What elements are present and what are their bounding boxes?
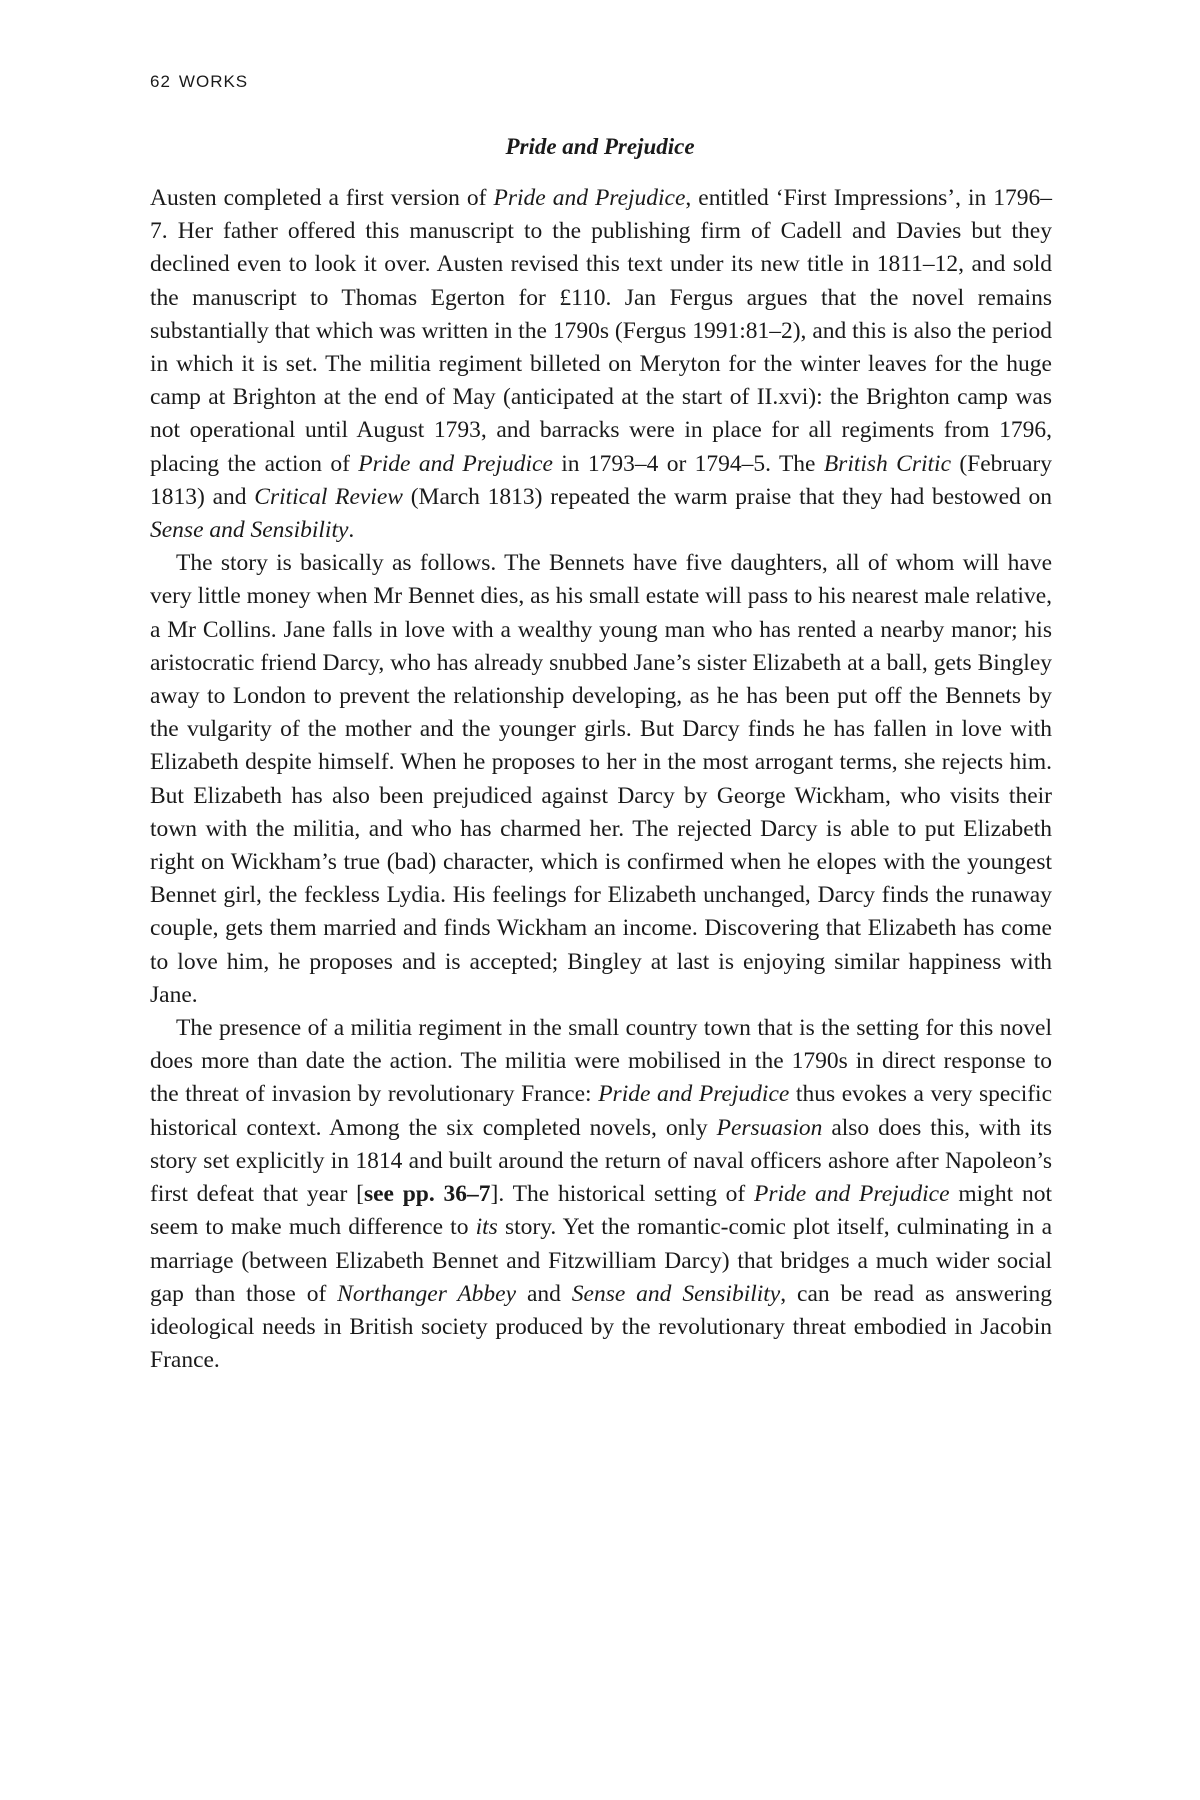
text-run: and <box>516 1280 572 1307</box>
running-head <box>150 72 248 92</box>
italic-text: Northanger Abbey <box>337 1280 517 1307</box>
text-run: (February 1813) and <box>150 450 1053 510</box>
text-run: (March 1813) repeated the warm praise that they had bestowed on <box>402 483 1052 510</box>
italic-text: British Critic <box>823 450 951 477</box>
text-run: thus evokes a very specific historical context. Among the six completed novels, only <box>150 1081 1053 1141</box>
italic-text: Sense and Sensibility <box>571 1280 781 1307</box>
paragraph <box>150 182 1052 547</box>
text-run: The story is basically as follows. The Bennets have five daughters, all of whom will have very little money when Mr Bennet dies, as his small estate will pass to his nearest male relative, a Mr Collins. Jane falls in love with a wealthy young man who has rented a nearby manor; his aristocratic friend Darcy, who has already snubbed Jane’s sister Elizabeth at a ball, gets Bingley away to London to prevent the relationship developing, as he has been put off the Bennets by the vulgarity of the mother and the younger girls. But Darcy finds he has fallen in love with Elizabeth despite himself. When he proposes to her in the most arrogant terms, she rejects him. But Elizabeth has also been prejudiced against Darcy by George Wickham, who visits their town with the militia, and who has charmed her. The rejected Darcy is able to put Elizabeth right on Wickham’s true (bad) character, which is confirmed when he elopes with the youngest Bennet girl, the feckless Lydia. His feelings for Elizabeth unchanged, Darcy finds the runaway couple, gets them married and finds Wickham an income. Discovering that Elizabeth has come to love him, he proposes and is accepted; Bingley at last is enjoying similar happiness with Jane. <box>150 550 1052 1008</box>
section-title: Pride and Prejudice <box>505 134 695 159</box>
italic-text: Pride and Prejudice <box>598 1081 790 1108</box>
text-run: The presence of a militia regiment in the small country town that is the setting for this novel does more than date the action. The militia were mobilised in the 1790s in direct response to the threat of invasion by revolutionary France: <box>150 1015 1052 1108</box>
italic-text: Pride and Prejudice <box>493 185 686 211</box>
body-text <box>150 182 1052 1377</box>
text-run: , can be read as answering ideological needs in British society produced by the revolutionary threat embodied in Jacobin France. <box>150 1280 1053 1374</box>
text-run: ]. The historical setting of <box>490 1181 755 1208</box>
paragraph <box>150 1012 1052 1377</box>
cross-reference: see pp. 36–7 <box>363 1181 491 1208</box>
text-run: story. Yet the romantic-comic plot itself, culminating in a marriage (between Elizabeth Bennet and Fitzwilliam Darcy) that bridges a much wider social gap than those of <box>150 1214 1052 1307</box>
text-run: . <box>348 517 355 544</box>
paragraph <box>150 547 1052 1012</box>
italic-text: Sense and Sensibility <box>150 517 349 544</box>
italic-text: Critical Review <box>254 483 403 510</box>
text-run: , entitled ‘First Impressions’, in 1796–7. Her father offered this manuscript to the publishing firm of Cadell and Davies but they declined even to look it over. Austen revised this text under its new title in 1811–12, and sold the manuscript to Thomas Egerton for £110. Jan Fergus argues that the novel remains substantially that which was written in the 1790s (Fergus 1991:81–2), and this is also the period in which it is set. The militia regiment billeted on Meryton for the winter leaves for the huge camp at Brighton at the end of May (anticipated at the start of II.xvi): the Brighton camp was not operational until August 1793, and barracks were in place for all regiments from 1796, placing the action of <box>150 185 1052 477</box>
text-run: in 1793–4 or 1794–5. The <box>552 450 824 477</box>
running-title: WORKS <box>178 72 249 91</box>
italic-text: Pride and Prejudice <box>358 450 553 477</box>
text-run: might not seem to make much difference to <box>150 1181 1052 1241</box>
text-run: Austen completed a first version of <box>150 185 494 211</box>
italic-text: Pride and Prejudice <box>754 1181 950 1208</box>
italic-text: Persuasion <box>716 1114 823 1141</box>
italic-text: its <box>475 1214 498 1241</box>
page-number: 62 <box>150 72 171 91</box>
text-run: also does this, with its story set explicitly in 1814 and built around the return of naval officers ashore after Napoleon’s first defeat that year [ <box>150 1114 1053 1208</box>
